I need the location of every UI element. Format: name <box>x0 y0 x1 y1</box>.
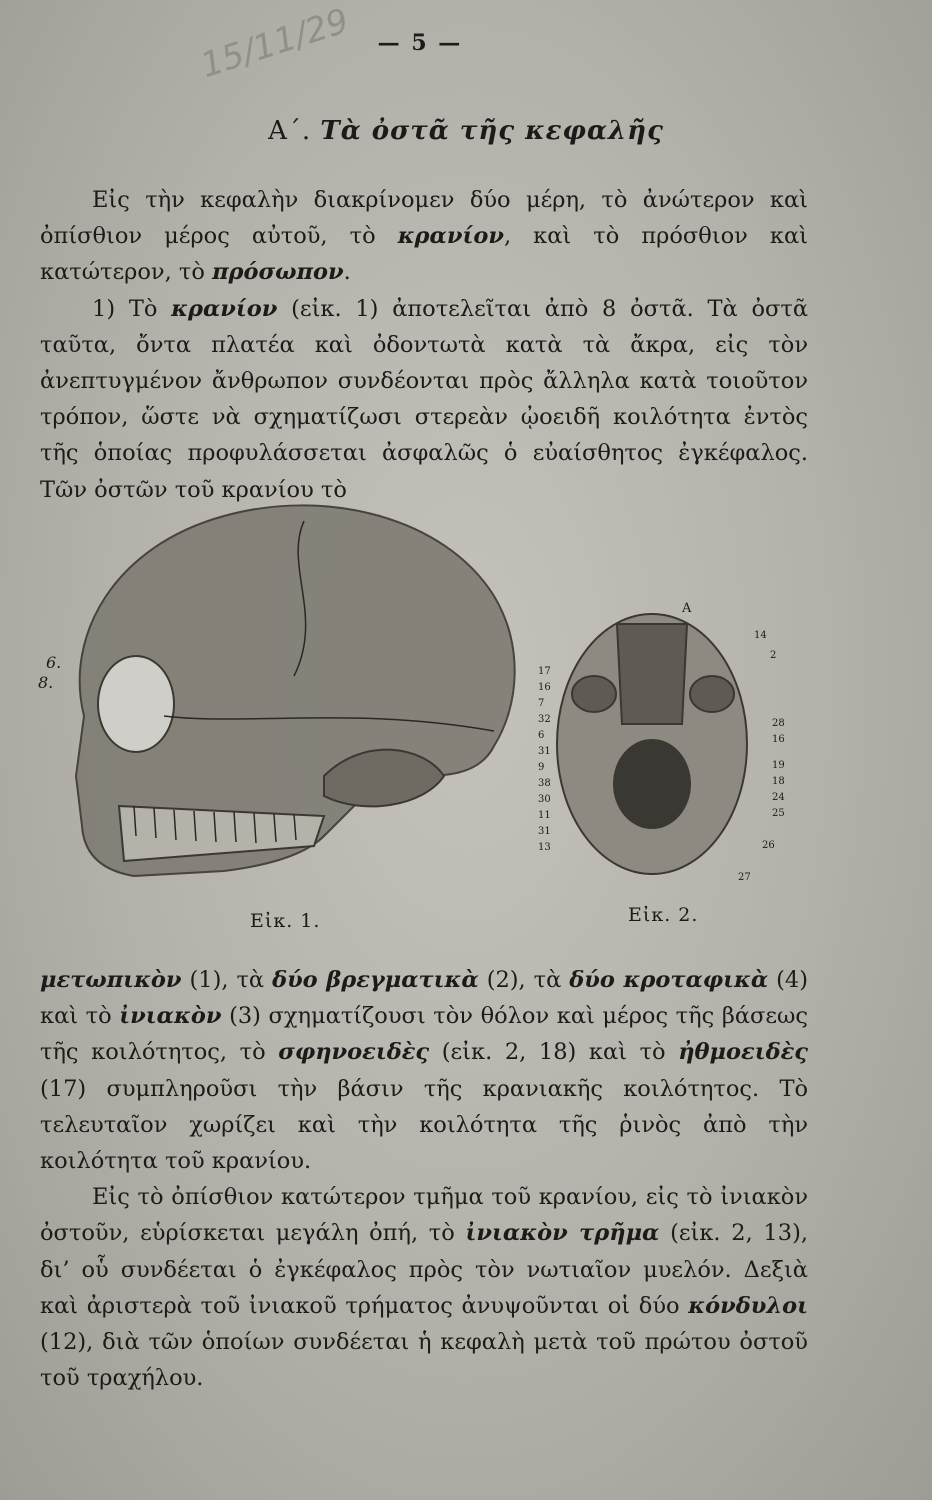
fig2-label: 19 <box>772 760 785 771</box>
fig2-label: 6 <box>538 730 545 741</box>
text-run: , καὶ τὸ πρόσθιον καὶ κατώτερον, τὸ <box>40 223 808 286</box>
text-run: (εἰκ. 1) ἀποτελεῖται ἀπὸ 8 ὀστᾶ. Τὰ ὀστᾶ ταῦτα, ὄντα πλατέα καὶ ὀδοντωτὰ κατὰ τὰ ἄκρα, εἰς τὸν ἀνεπτυγμένον ἄνθρωπον συνδέονται πρὸς ἄλληλα κατὰ τοιοῦτον τρόπον, ὥστε νὰ σχηματίζωσι στερεὰν ᾠοειδῆ κοιλότητα ἐντὸς τῆς ὁποίας προφυλάσσεται ἀσφαλῶς ὁ εὐαίσθητος ἐγκέφαλος. Τῶν ὀστῶν τοῦ κρανίου τὸ <box>40 295 809 503</box>
term-occipital: ἰνιακὸν <box>119 1003 222 1030</box>
text-run: (1), τὰ <box>181 967 273 993</box>
text-run: . <box>343 259 351 286</box>
fig1-label: 6. <box>46 653 62 672</box>
figure2-caption: Εἰκ. 2. <box>628 904 699 926</box>
paragraph-head-parts <box>40 182 808 291</box>
fig2-label: 30 <box>538 794 551 805</box>
skull-lateral-figure <box>24 476 530 896</box>
fig2-label: 7 <box>538 698 545 709</box>
fig2-label: 25 <box>772 808 785 819</box>
text-run: (εἰκ. 2, 18) καὶ τὸ <box>429 1039 679 1066</box>
fig2-label: 9 <box>538 762 545 773</box>
term-sphenoid: σφηνοειδὲς <box>278 1039 430 1066</box>
term-ethmoid: ἠθμοειδὲς <box>678 1039 808 1066</box>
term-cranium: κρανίον <box>171 295 278 322</box>
fig2-label: 24 <box>772 792 785 803</box>
fig2-label: 32 <box>538 714 551 725</box>
skull-base-figure <box>522 564 822 894</box>
intro-paragraphs <box>40 182 808 508</box>
section-title: Τὰ ὀστᾶ τῆς κεφαλῆς <box>320 116 664 146</box>
text-run: (12), διὰ τῶν ὁποίων συνδέεται ἡ κεφαλὴ μετὰ τοῦ πρώτου ὀστοῦ τοῦ τραχήλου. <box>40 1329 808 1392</box>
term-condyles: κόνδυλοι <box>688 1292 808 1319</box>
fig2-label: 17 <box>538 666 551 677</box>
term-frontal: μετωπικὸν <box>40 967 182 993</box>
fig2-label: 18 <box>772 776 785 787</box>
text-run: (2), τὰ <box>478 967 570 993</box>
fig2-label: 11 <box>538 810 551 821</box>
page-number: — 5 — <box>377 30 463 56</box>
fig2-label: 14 <box>754 630 767 641</box>
fig1-label: 8. <box>38 673 54 692</box>
fig2-label: 31 <box>538 826 551 837</box>
handwritten-date: 15/11/29 <box>196 0 354 87</box>
text-run: (3) σχηματίζουσι τὸν θόλον καὶ μέρος τῆς βάσεως τῆς κοιλότητος, τὸ <box>40 1003 808 1066</box>
text-run: Εἰς τὴν κεφαλὴν διακρίνομεν δύο μέρη, τὸ ἀνώτερον καὶ ὀπίσθιον μέρος αὐτοῦ, τὸ <box>40 187 808 250</box>
fig2-label: 16 <box>772 734 785 745</box>
section-number: Α΄. <box>268 116 312 146</box>
body-paragraphs <box>40 962 808 1396</box>
fig2-label-a: A <box>682 601 692 616</box>
text-run: Εἰς τὸ ὀπίσθιον κατώτερον τμῆμα τοῦ κρανίου, εἰς τὸ ἰνιακὸν ὀστοῦν, εὑρίσκεται μεγάλη ὀπή, τὸ <box>40 1184 808 1247</box>
text-run: (4) καὶ τὸ <box>40 967 809 1030</box>
text-run: 1) Τὸ <box>92 295 172 322</box>
fig2-label: 26 <box>762 840 775 851</box>
section-heading <box>0 116 932 146</box>
fig2-label: 38 <box>538 778 551 789</box>
fig2-label: 27 <box>738 872 751 883</box>
term-parietal: δύο βρεγματικὰ <box>272 967 479 993</box>
fig2-label: 16 <box>538 682 551 693</box>
paragraph-bones <box>40 962 808 1179</box>
fig2-label: 2 <box>770 650 777 661</box>
term-temporal: δύο κροταφικὰ <box>569 967 769 993</box>
term-foramen-magnum: ἰνιακὸν τρῆμα <box>465 1220 660 1247</box>
text-run: (17) συμπληροῦσι τὴν βάσιν τῆς κρανιακῆς κοιλότητος. Τὸ τελευταῖον χωρίζει καὶ τὴν κοιλότητα τῆς ῥινὸς ἀπὸ τὴν κοιλότητα τοῦ κρανίου. <box>40 1075 808 1175</box>
term-cranium: κρανίον <box>397 223 504 250</box>
fig2-label: 28 <box>772 718 785 729</box>
figure1-caption: Εἰκ. 1. <box>250 910 321 932</box>
paragraph-foramen <box>40 1179 808 1396</box>
fig2-label: 13 <box>538 842 551 853</box>
term-face: πρόσωπον <box>212 259 344 286</box>
fig2-label: 31 <box>538 746 551 757</box>
text-run: (εἰκ. 2, 13), δι’ οὗ συνδέεται ὁ ἐγκέφαλος πρὸς τὸν νωτιαῖον μυελόν. Δεξιὰ καὶ ἀριστερὰ τοῦ ἰνιακοῦ τρήματος ἀνυψοῦνται οἱ δύο <box>40 1220 808 1319</box>
